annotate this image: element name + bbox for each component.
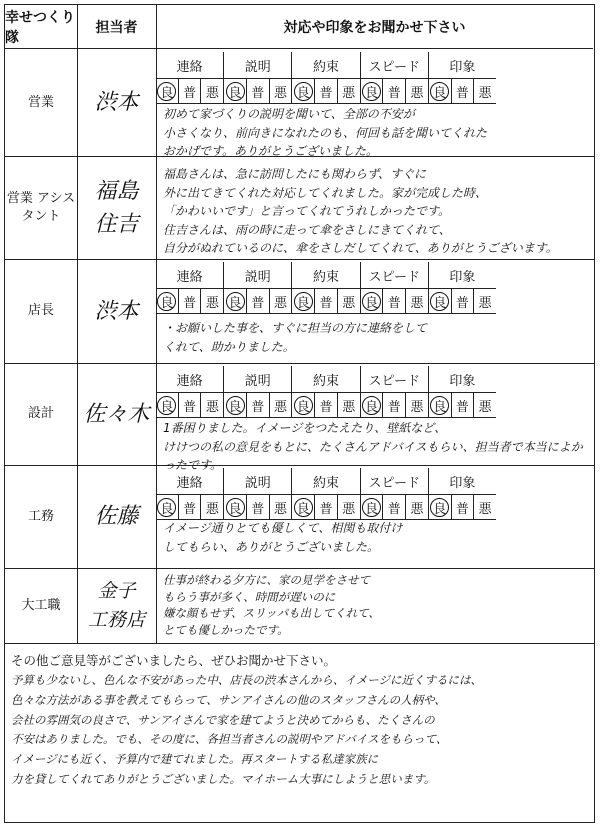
person-name: 渋本 <box>94 298 139 324</box>
rating-grid <box>156 262 496 314</box>
rating-option[interactable]: 悪 <box>478 85 492 101</box>
category-label: 印象 <box>449 475 476 491</box>
category-label: 印象 <box>449 269 476 285</box>
category-label: 連絡 <box>156 468 224 494</box>
person-name: 金子 <box>97 580 136 602</box>
rating-option[interactable]: 良 <box>156 393 179 417</box>
rating-option[interactable]: 普 <box>315 289 338 313</box>
rating-option[interactable]: 良 <box>361 393 384 417</box>
other-comments-title: その他ご意見等がございましたら、ぜひお聞かせ下さい。 <box>11 653 337 668</box>
category-label: 約束 <box>292 262 360 288</box>
rating-option[interactable]: 普 <box>315 495 338 519</box>
rating-option[interactable]: 良 <box>361 289 384 313</box>
category-label: 説明 <box>224 468 292 494</box>
header-section: 幸せつくり隊 <box>5 5 77 49</box>
rating-option[interactable]: 普 <box>247 495 270 519</box>
rating-option[interactable]: 良 <box>429 393 452 417</box>
rating-grid <box>156 52 496 104</box>
rating-option[interactable]: 良 <box>156 79 179 103</box>
rating-option[interactable]: 普 <box>247 289 270 313</box>
rating-option[interactable]: 普 <box>383 495 406 519</box>
rating-option[interactable]: 悪 <box>270 495 293 519</box>
rating-option[interactable]: 良 <box>429 289 452 313</box>
person-name: 佐々木 <box>83 401 150 427</box>
rating-option[interactable]: 普 <box>452 393 475 417</box>
row-comment: ・お願いした事を、すぐに担当の方に連絡をして くれて、助かりました。 <box>163 321 428 354</box>
rating-option[interactable]: 普 <box>247 79 270 103</box>
rating-option[interactable]: 普 <box>315 79 338 103</box>
row-role: 営業 アシスタント <box>6 190 76 224</box>
header-person: 担当者 <box>77 5 156 49</box>
other-comments <box>11 651 589 790</box>
category-label: スピード <box>361 52 429 78</box>
rating-option[interactable]: 良 <box>361 495 384 519</box>
row-comment: 仕事が終わる夕方に、家の見学をさせて もらう事が多く、時間が遅いのに 嫌な顔もせず、スリッパも出してくれて、 とても優しかったです。 <box>163 573 380 638</box>
rating-option[interactable]: 悪 <box>478 295 492 311</box>
rating-option[interactable]: 普 <box>179 79 202 103</box>
row-role: 大工職 <box>21 597 61 613</box>
row-role: 設計 <box>27 406 54 422</box>
row-person-name <box>77 465 156 568</box>
row-comment: 初めて家づくりの説明を聞いて、全部の不安が 小さくなり、前向きになれたのも、何回も話を聞いてくれた おかげです。ありがとうございました。 <box>163 107 488 159</box>
rating-option[interactable]: 普 <box>179 393 202 417</box>
rating-option[interactable]: 悪 <box>406 393 429 417</box>
rating-option[interactable]: 良 <box>361 79 384 103</box>
category-label: 約束 <box>292 468 360 494</box>
row-role: 営業 <box>27 94 54 110</box>
rating-option[interactable]: 良 <box>156 495 179 519</box>
rating-option[interactable]: 悪 <box>201 289 224 313</box>
person-name: 住吉 <box>94 211 139 237</box>
row-person-name <box>77 363 156 465</box>
rating-option[interactable]: 良 <box>156 289 179 313</box>
rating-option[interactable]: 普 <box>179 289 202 313</box>
rating-option[interactable]: 良 <box>224 79 247 103</box>
row-comment: 福島さんは、急に訪問したにも関わらず、すぐに 外に出てきてくれた対応してくれました。家が完成した時、 「かわいいです」と言ってくれてうれしかったです。 住吉さんは、雨の時に走って傘をさしにきてくれて、 自分がぬれているのに、傘をさしだしてくれて、ありがとうございます。 <box>163 167 558 256</box>
rating-option[interactable]: 良 <box>292 289 315 313</box>
row-divider <box>5 643 594 644</box>
rating-option[interactable]: 悪 <box>270 393 293 417</box>
person-name: 福島 <box>94 178 139 204</box>
rating-option[interactable]: 悪 <box>338 393 361 417</box>
person-name: 工務店 <box>87 608 145 631</box>
category-label: 約束 <box>292 52 360 78</box>
rating-option[interactable]: 良 <box>224 495 247 519</box>
row-person-name <box>77 259 156 363</box>
row-person-name <box>77 156 156 259</box>
rating-option[interactable]: 普 <box>452 79 475 103</box>
rating-option[interactable]: 普 <box>315 393 338 417</box>
row-comment: イメージ通りとても優しくて、相関も取付け してもらい、ありがとうございました。 <box>163 521 403 554</box>
rating-option[interactable]: 悪 <box>406 289 429 313</box>
rating-option[interactable]: 悪 <box>201 79 224 103</box>
rating-grid <box>156 468 496 520</box>
rating-option[interactable]: 良 <box>292 495 315 519</box>
row-role: 工務 <box>27 508 54 524</box>
row-person-name <box>77 568 156 643</box>
rating-option[interactable]: 良 <box>292 79 315 103</box>
person-name: 佐藤 <box>94 504 139 529</box>
rating-option[interactable]: 良 <box>429 495 452 519</box>
category-label: 説明 <box>224 52 292 78</box>
person-name: 渋本 <box>94 90 139 115</box>
rating-option[interactable]: 悪 <box>478 501 492 517</box>
survey-form <box>4 4 595 823</box>
rating-option[interactable]: 良 <box>429 79 452 103</box>
rating-option[interactable]: 良 <box>224 393 247 417</box>
category-label: 約束 <box>292 366 360 392</box>
rating-option[interactable]: 良 <box>292 393 315 417</box>
rating-option[interactable]: 悪 <box>338 495 361 519</box>
rating-option[interactable]: 良 <box>224 289 247 313</box>
rating-option[interactable]: 悪 <box>406 495 429 519</box>
rating-option[interactable]: 普 <box>383 289 406 313</box>
category-label: 説明 <box>224 262 292 288</box>
rating-option[interactable]: 悪 <box>478 399 492 415</box>
category-label: 連絡 <box>156 52 224 78</box>
rating-option[interactable]: 普 <box>452 495 475 519</box>
category-label: 連絡 <box>156 366 224 392</box>
rating-option[interactable]: 悪 <box>270 79 293 103</box>
category-label: 連絡 <box>156 262 224 288</box>
row-role: 店長 <box>27 303 54 319</box>
rating-grid <box>156 366 496 418</box>
rating-option[interactable]: 普 <box>383 79 406 103</box>
category-label: スピード <box>361 262 429 288</box>
row-comment: 1番困りました。イメージをつたえたり、壁紙など、 けけつの私の意見をもとに、たくさんアドバイスもらい、担当者で本当によかったです。 <box>163 421 583 473</box>
other-comments-body: 予算も少ないし、色んな不安があった中、店長の渋本さんから、イメージに近くするには、 色々な方法がある事を教えてもらって、サンアイさんの他のスタッフさんの人柄や、 会社の雰囲気の良さで、サンアイさんで家を建てようと決めてからも、たくさんの 不安はありました。でも、その度に、各担当者さんの説明やアドバイスをもらって、 イメージにも近く、予算内で建てれました。再スタートする私達家族に 力を貸してくれてありがとうございました。マイホーム大事にしようと思います。 <box>11 673 483 786</box>
rating-option[interactable]: 普 <box>179 495 202 519</box>
rating-option[interactable]: 悪 <box>406 79 429 103</box>
rating-option[interactable]: 悪 <box>338 289 361 313</box>
category-label: 印象 <box>449 59 476 75</box>
category-label: 説明 <box>224 366 292 392</box>
rating-option[interactable]: 悪 <box>201 393 224 417</box>
category-label: 印象 <box>449 373 476 389</box>
row-person-name <box>77 49 156 156</box>
rating-option[interactable]: 悪 <box>338 79 361 103</box>
rating-option[interactable]: 普 <box>452 289 475 313</box>
category-label: スピード <box>361 468 429 494</box>
rating-option[interactable]: 悪 <box>201 495 224 519</box>
header-response: 対応や印象をお聞かせ下さい <box>156 5 593 49</box>
rating-option[interactable]: 普 <box>247 393 270 417</box>
rating-option[interactable]: 悪 <box>270 289 293 313</box>
rating-option[interactable]: 普 <box>383 393 406 417</box>
category-label: スピード <box>361 366 429 392</box>
